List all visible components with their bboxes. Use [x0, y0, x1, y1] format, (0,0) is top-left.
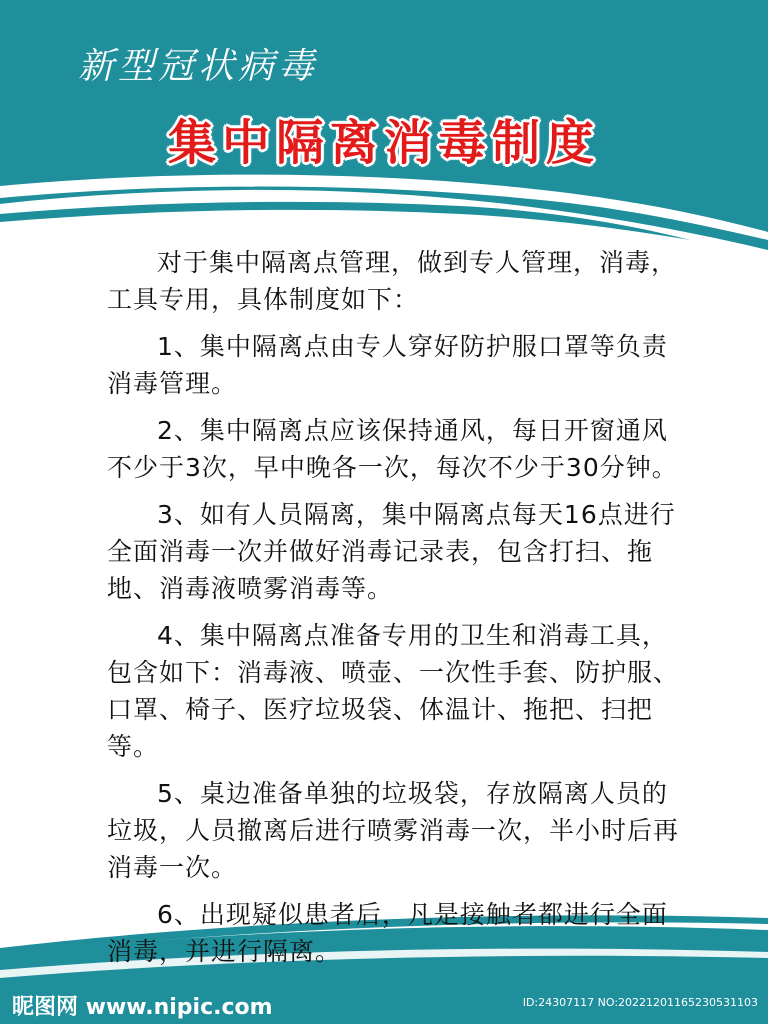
watermark-id: ID:24307117 NO:20221201165230531103 — [522, 996, 758, 1009]
rule-item-4: 4、集中隔离点准备专用的卫生和消毒工具，包含如下：消毒液、喷壶、一次性手套、防护服、口罩、椅子、医疗垃圾袋、体温计、拖把、扫把等。 — [107, 621, 680, 761]
header-subtitle: 新型冠状病毒 — [78, 46, 319, 87]
notice-body — [107, 244, 687, 980]
watermark-logo: 昵图网 www.nipic.com — [12, 995, 273, 1020]
rule-item-5: 5、桌边准备单独的垃圾袋，存放隔离人员的垃圾，人员撤离后进行喷雾消毒一次，半小时后再消毒一次。 — [107, 779, 680, 882]
rule-item-1: 1、集中隔离点由专人穿好防护服口罩等负责消毒管理。 — [107, 332, 668, 398]
intro-paragraph: 对于集中隔离点管理，做到专人管理，消毒，工具专用，具体制度如下： — [107, 248, 678, 314]
page-title: 集中隔离消毒制度 — [167, 115, 600, 171]
rule-item-2: 2、集中隔离点应该保持通风，每日开窗通风不少于3次，早中晚各一次，每次不少于30分钟。 — [107, 416, 678, 482]
rule-item-6: 6、出现疑似患者后，凡是接触者都进行全面消毒，并进行隔离。 — [107, 900, 668, 966]
rule-item-3: 3、如有人员隔离，集中隔离点每天16点进行全面消毒一次并做好消毒记录表，包含打扫、拖地、消毒液喷雾消毒等。 — [107, 500, 676, 603]
